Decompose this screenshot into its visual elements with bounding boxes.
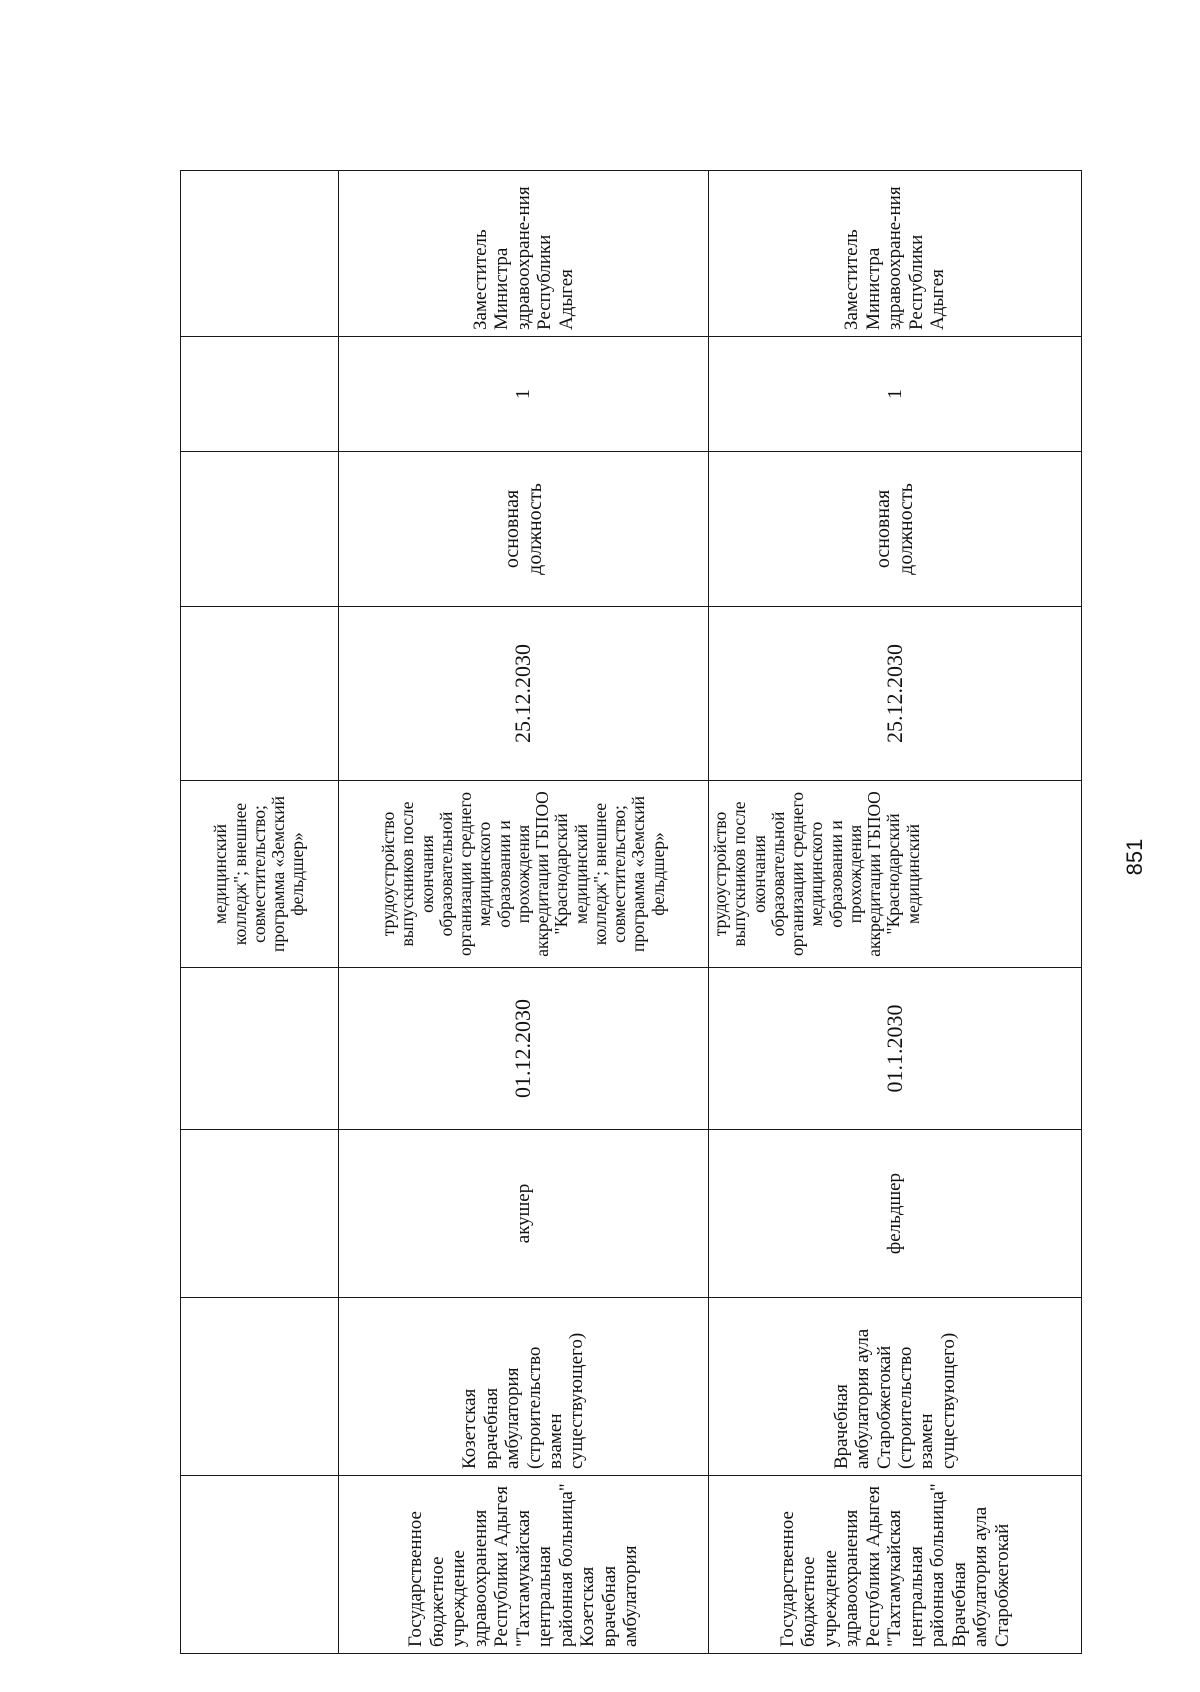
cell-end-date: 25.12.2030: [339, 607, 709, 781]
cell-institution-empty: [181, 1476, 339, 1654]
cell-start-date: 01.1.2030: [709, 968, 1082, 1130]
cell-position-empty: [181, 1130, 339, 1298]
cell-institution: Государственное бюджетное учреждение здравоохранения Республики Адыгея "Тахтамукайская центральная районная больница" Козетская врачебная амбулатория: [339, 1476, 709, 1654]
table-row: [339, 171, 709, 1654]
cell-facility: Врачебная амбулатория аула Старобжегокай (строительство взамен существующего): [709, 1298, 1082, 1476]
cell-responsible: Заместитель Министра здравоохране-ния Республики Адыгея: [339, 171, 709, 337]
cell-employment-empty: [181, 452, 339, 607]
table-row-continuation: [181, 171, 339, 1654]
cell-responsible-empty: [181, 171, 339, 337]
cell-end-date: 25.12.2030: [709, 607, 1082, 781]
cell-count: 1: [709, 337, 1082, 452]
cell-institution: Государственное бюджетное учреждение здравоохранения Республики Адыгея "Тахтамукайская центральная районная больница" Врачебная амбулатория аула Старобжегокай: [709, 1476, 1082, 1654]
cell-employment-type: основная должность: [339, 452, 709, 607]
cell-start-date-empty: [181, 968, 339, 1130]
cell-conditions: трудоустройство выпускников после окончания образовательной организации среднего медицинского образовании и прохождения аккредитации ГБПОО "Краснодарский медицинский колледж"; внешнее совместительство; программа «Земский фельдшер»: [339, 781, 709, 968]
cell-employment-type: основная должность: [709, 452, 1082, 607]
cell-count: 1: [339, 337, 709, 452]
cell-facility-empty: [181, 1298, 339, 1476]
cell-position: фельдшер: [709, 1130, 1082, 1298]
page-number: 851: [1122, 838, 1147, 876]
cell-position: акушер: [339, 1130, 709, 1298]
table-row: [709, 171, 1082, 1654]
cell-start-date: 01.12.2030: [339, 968, 709, 1130]
cell-facility: Козетская врачебная амбулатория (строительство взамен существующего): [339, 1298, 709, 1476]
cell-conditions: медицинский колледж"; внешнее совместительство; программа «Земский фельдшер»: [181, 781, 339, 968]
cell-responsible: Заместитель Министра здравоохране-ния Республики Адыгея: [709, 171, 1082, 337]
cell-end-date-empty: [181, 607, 339, 781]
cell-count-empty: [181, 337, 339, 452]
staffing-table: [180, 170, 1082, 1654]
cell-conditions: трудоустройство выпускников после окончания образовательной организации среднего медицинского образовании и прохождения аккредитации ГБПОО "Краснодарский медицинский: [709, 781, 1082, 968]
